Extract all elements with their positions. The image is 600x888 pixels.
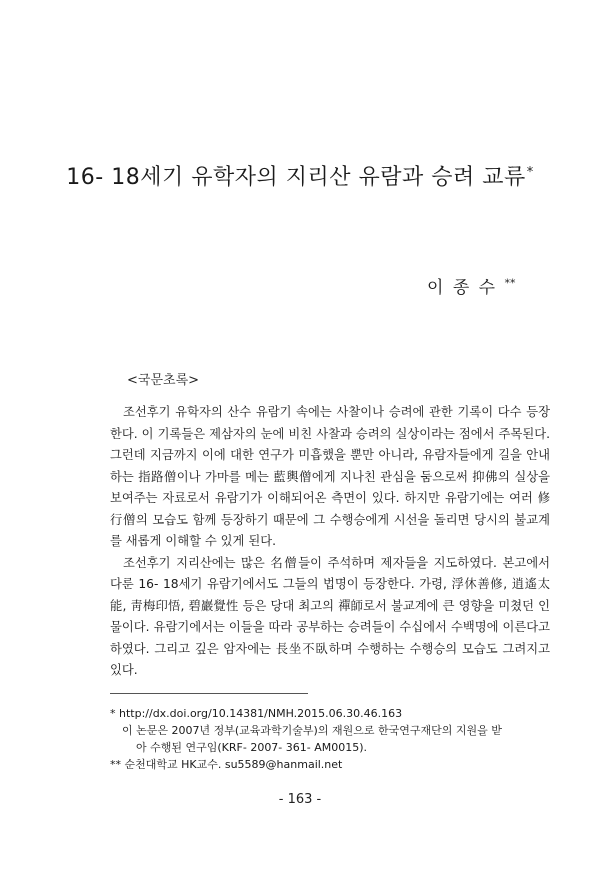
abstract-paragraph-2: 조선후기 지리산에는 많은 名僧들이 주석하며 제자들을 지도하였다. 본고에서 다룬 16- 18세기 유람기에서도 그들의 법명이 등장한다. 가령, 浮休善修, 逍遙太能, 靑梅印悟, 碧巖覺性 등은 당대 최고의 禪師로서 불교계에 큰 영향을 미쳤던 인물이다. 유람기에서는 이들을 따라 공부하는 승려들이 수십에서 수백명에 이른다고 하였다. 그리고 깊은 암자에는 長坐不臥하며 수행하는 수행승의 모습도 그려지고 있다. — [110, 555, 550, 677]
title-footnote-marker: * — [526, 164, 534, 180]
abstract-paragraph-1: 조선후기 유학자의 산수 유람기 속에는 사찰이나 승려에 관한 기록이 다수 등장한다. 이 기록들은 제삼자의 눈에 비친 사찰과 승려의 실상이라는 점에서 주목된다. 그런데 지금까지 이에 대한 연구가 미흡했을 뿐만 아니라, 유람자들에게 길을 안내하는 指路僧이나 가마를 메는 藍輿僧에게 지나친 관심을 둠으로써 抑佛의 실상을 보여주는 자료로서 유람기가 이해되어온 측면이 있다. 하지만 유람기에는 여러 修行僧의 모습도 함께 등장하기 때문에 그 수행승에게 시선을 돌리면 당시의 불교계를 새롭게 이해할 수 있게 된다. — [110, 405, 550, 548]
author-footnote-marker: ** — [504, 276, 516, 290]
footnote-divider — [110, 693, 308, 694]
footnote-funding-line-1: 이 논문은 2007년 정부(교육과학기술부)의 재원으로 한국연구재단의 지원을 받 — [122, 724, 502, 737]
abstract-heading: <국문초록> — [127, 373, 200, 388]
abstract-body — [110, 402, 550, 682]
footnote-author-affiliation: ** 순천대학교 HK교수. su5589@hanmail.net — [110, 758, 343, 771]
paper-title — [0, 160, 600, 191]
paper-title-text: 16- 18세기 유학자의 지리산 유람과 승려 교류 — [66, 165, 526, 190]
footnote-funding-line-2: 아 수행된 연구임(KRF- 2007- 361- AM0015). — [136, 741, 368, 754]
page-number: - 163 - — [278, 792, 322, 807]
footnote-doi: * http://dx.doi.org/10.14381/NMH.2015.06.30.46.163 — [110, 707, 403, 720]
author-line — [427, 273, 515, 298]
author-name: 이 종 수 — [427, 278, 498, 298]
footnotes — [110, 705, 550, 773]
